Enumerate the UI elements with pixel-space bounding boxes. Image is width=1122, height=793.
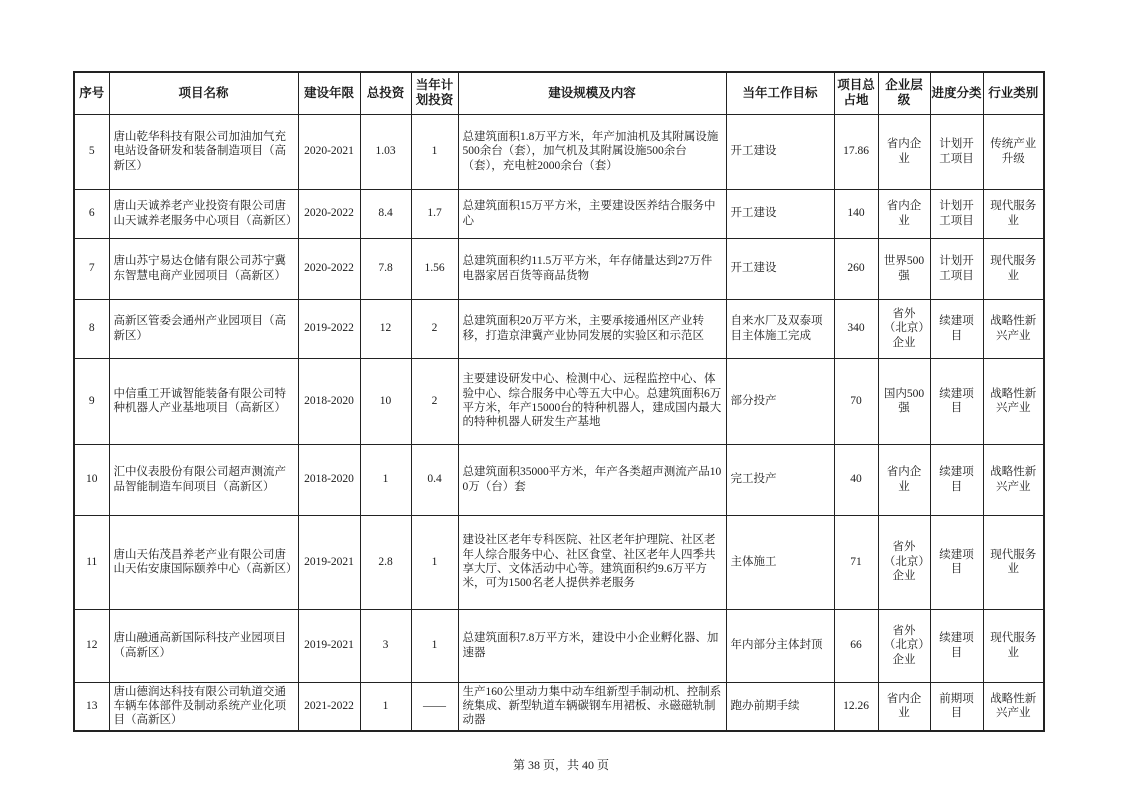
cell-progress: 续建项目: [930, 299, 983, 358]
cell-level: 世界500强: [878, 238, 930, 299]
cell-industry: 战略性新兴产业: [983, 299, 1044, 358]
cell-industry: 战略性新兴产业: [983, 682, 1044, 731]
cell-plan_inv: 2: [411, 358, 458, 444]
cell-scale: 总建筑面积20万平方米，主要承接通州区产业转移，打造京津冀产业协同发展的实验区和示范区: [458, 299, 726, 358]
cell-plan_inv: 2: [411, 299, 458, 358]
cell-years: 2019-2022: [298, 299, 360, 358]
cell-plan_inv: 1: [411, 114, 458, 189]
cell-industry: 传统产业升级: [983, 114, 1044, 189]
cell-name: 高新区管委会通州产业园项目（高新区）: [109, 299, 298, 358]
cell-goal: 开工建设: [726, 189, 834, 238]
cell-level: 国内500强: [878, 358, 930, 444]
cell-seq: 5: [74, 114, 109, 189]
cell-progress: 续建项目: [930, 609, 983, 682]
project-table: [73, 71, 1045, 732]
header-land: 项目总占地: [834, 72, 878, 114]
cell-seq: 12: [74, 609, 109, 682]
cell-goal: 完工投产: [726, 444, 834, 515]
cell-level: 省内企业: [878, 444, 930, 515]
cell-years: 2019-2021: [298, 515, 360, 609]
table-header: [74, 72, 1044, 114]
cell-level: 省内企业: [878, 114, 930, 189]
cell-name: 唐山融通高新国际科技产业园项目（高新区）: [109, 609, 298, 682]
cell-goal: 自来水厂及双泰项目主体施工完成: [726, 299, 834, 358]
cell-level: 省内企业: [878, 682, 930, 731]
cell-name: 唐山天佑茂昌养老产业有限公司唐山天佑安康国际颐养中心（高新区）: [109, 515, 298, 609]
cell-progress: 计划开工项目: [930, 114, 983, 189]
cell-seq: 7: [74, 238, 109, 299]
cell-plan_inv: 1: [411, 515, 458, 609]
cell-land: 70: [834, 358, 878, 444]
cell-years: 2018-2020: [298, 444, 360, 515]
table-body: [74, 114, 1044, 731]
cell-progress: 计划开工项目: [930, 238, 983, 299]
cell-total_inv: 1: [360, 682, 411, 731]
cell-plan_inv: 1.56: [411, 238, 458, 299]
header-plan_inv: 当年计划投资: [411, 72, 458, 114]
cell-land: 71: [834, 515, 878, 609]
cell-goal: 跑办前期手续: [726, 682, 834, 731]
cell-seq: 8: [74, 299, 109, 358]
cell-total_inv: 7.8: [360, 238, 411, 299]
cell-plan_inv: 1.7: [411, 189, 458, 238]
table-row-11: [74, 515, 1044, 609]
cell-total_inv: 12: [360, 299, 411, 358]
cell-level: 省内企业: [878, 189, 930, 238]
table-row-5: [74, 114, 1044, 189]
cell-name: 唐山天诚养老产业投资有限公司唐山天诚养老服务中心项目（高新区）: [109, 189, 298, 238]
cell-industry: 现代服务业: [983, 238, 1044, 299]
header-industry: 行业类别: [983, 72, 1044, 114]
cell-plan_inv: 0.4: [411, 444, 458, 515]
cell-level: 省外（北京）企业: [878, 299, 930, 358]
header-years: 建设年限: [298, 72, 360, 114]
cell-total_inv: 1.03: [360, 114, 411, 189]
cell-progress: 续建项目: [930, 444, 983, 515]
cell-total_inv: 3: [360, 609, 411, 682]
cell-industry: 现代服务业: [983, 609, 1044, 682]
cell-years: 2020-2022: [298, 189, 360, 238]
cell-goal: 开工建设: [726, 114, 834, 189]
cell-land: 12.26: [834, 682, 878, 731]
cell-total_inv: 1: [360, 444, 411, 515]
cell-land: 340: [834, 299, 878, 358]
cell-scale: 总建筑面积35000平方米，年产各类超声测流产品100万（台）套: [458, 444, 726, 515]
table-header-row: [74, 72, 1044, 114]
cell-scale: 总建筑面积7.8万平方米，建设中小企业孵化器、加速器: [458, 609, 726, 682]
cell-total_inv: 10: [360, 358, 411, 444]
cell-name: 唐山乾华科技有限公司加油加气充电站设备研发和装备制造项目（高新区）: [109, 114, 298, 189]
cell-progress: 计划开工项目: [930, 189, 983, 238]
cell-name: 唐山苏宁易达仓储有限公司苏宁冀东智慧电商产业园项目（高新区）: [109, 238, 298, 299]
cell-progress: 前期项目: [930, 682, 983, 731]
cell-seq: 10: [74, 444, 109, 515]
cell-total_inv: 8.4: [360, 189, 411, 238]
cell-scale: 总建筑面积1.8万平方米，年产加油机及其附属设施500余台（套），加气机及其附属设施500余台（套），充电桩2000余台（套）: [458, 114, 726, 189]
cell-goal: 开工建设: [726, 238, 834, 299]
cell-land: 17.86: [834, 114, 878, 189]
cell-years: 2020-2022: [298, 238, 360, 299]
cell-years: 2018-2020: [298, 358, 360, 444]
cell-land: 260: [834, 238, 878, 299]
cell-scale: 总建筑面积约11.5万平方米，年存储量达到27万件电器家居百货等商品货物: [458, 238, 726, 299]
cell-industry: 战略性新兴产业: [983, 444, 1044, 515]
cell-name: 中信重工开诚智能装备有限公司特种机器人产业基地项目（高新区）: [109, 358, 298, 444]
cell-land: 140: [834, 189, 878, 238]
cell-goal: 主体施工: [726, 515, 834, 609]
header-progress: 进度分类: [930, 72, 983, 114]
cell-progress: 续建项目: [930, 358, 983, 444]
cell-industry: 现代服务业: [983, 189, 1044, 238]
table-row-6: [74, 189, 1044, 238]
header-seq: 序号: [74, 72, 109, 114]
cell-level: 省外（北京）企业: [878, 609, 930, 682]
cell-industry: 战略性新兴产业: [983, 358, 1044, 444]
header-level: 企业层级: [878, 72, 930, 114]
header-scale: 建设规模及内容: [458, 72, 726, 114]
cell-name: 汇中仪表股份有限公司超声测流产品智能制造车间项目（高新区）: [109, 444, 298, 515]
cell-years: 2020-2021: [298, 114, 360, 189]
cell-seq: 9: [74, 358, 109, 444]
cell-scale: 主要建设研发中心、检测中心、远程监控中心、体验中心、综合服务中心等五大中心。总建筑面积6万平方米，年产15000台的特种机器人，建成国内最大的特种机器人研发生产基地: [458, 358, 726, 444]
cell-level: 省外（北京）企业: [878, 515, 930, 609]
header-goal: 当年工作目标: [726, 72, 834, 114]
cell-industry: 现代服务业: [983, 515, 1044, 609]
cell-years: 2019-2021: [298, 609, 360, 682]
cell-years: 2021-2022: [298, 682, 360, 731]
cell-scale: 建设社区老年专科医院、社区老年护理院、社区老年人综合服务中心、社区食堂、社区老年人四季共享大厅、文体活动中心等。建筑面积约9.6万平方米，可为1500名老人提供养老服务: [458, 515, 726, 609]
page-number-footer: 第 38 页，共 40 页: [512, 758, 609, 772]
cell-progress: 续建项目: [930, 515, 983, 609]
table-row-8: [74, 299, 1044, 358]
cell-goal: 部分投产: [726, 358, 834, 444]
table-row-7: [74, 238, 1044, 299]
cell-scale: 生产160公里动力集中动车组新型手制动机、控制系统集成、新型轨道车辆碳钢车用裙板、永磁磁轨制动器: [458, 682, 726, 731]
cell-land: 40: [834, 444, 878, 515]
header-total_inv: 总投资: [360, 72, 411, 114]
cell-goal: 年内部分主体封顶: [726, 609, 834, 682]
cell-land: 66: [834, 609, 878, 682]
cell-seq: 6: [74, 189, 109, 238]
cell-total_inv: 2.8: [360, 515, 411, 609]
header-name: 项目名称: [109, 72, 298, 114]
table-row-10: [74, 444, 1044, 515]
cell-seq: 13: [74, 682, 109, 731]
table-row-9: [74, 358, 1044, 444]
cell-plan_inv: 1: [411, 609, 458, 682]
cell-plan_inv: ——: [411, 682, 458, 731]
cell-seq: 11: [74, 515, 109, 609]
table-row-12: [74, 609, 1044, 682]
table-row-13: [74, 682, 1044, 731]
cell-scale: 总建筑面积15万平方米，主要建设医养结合服务中心: [458, 189, 726, 238]
cell-name: 唐山德润达科技有限公司轨道交通车辆车体部件及制动系统产业化项目（高新区）: [109, 682, 298, 731]
